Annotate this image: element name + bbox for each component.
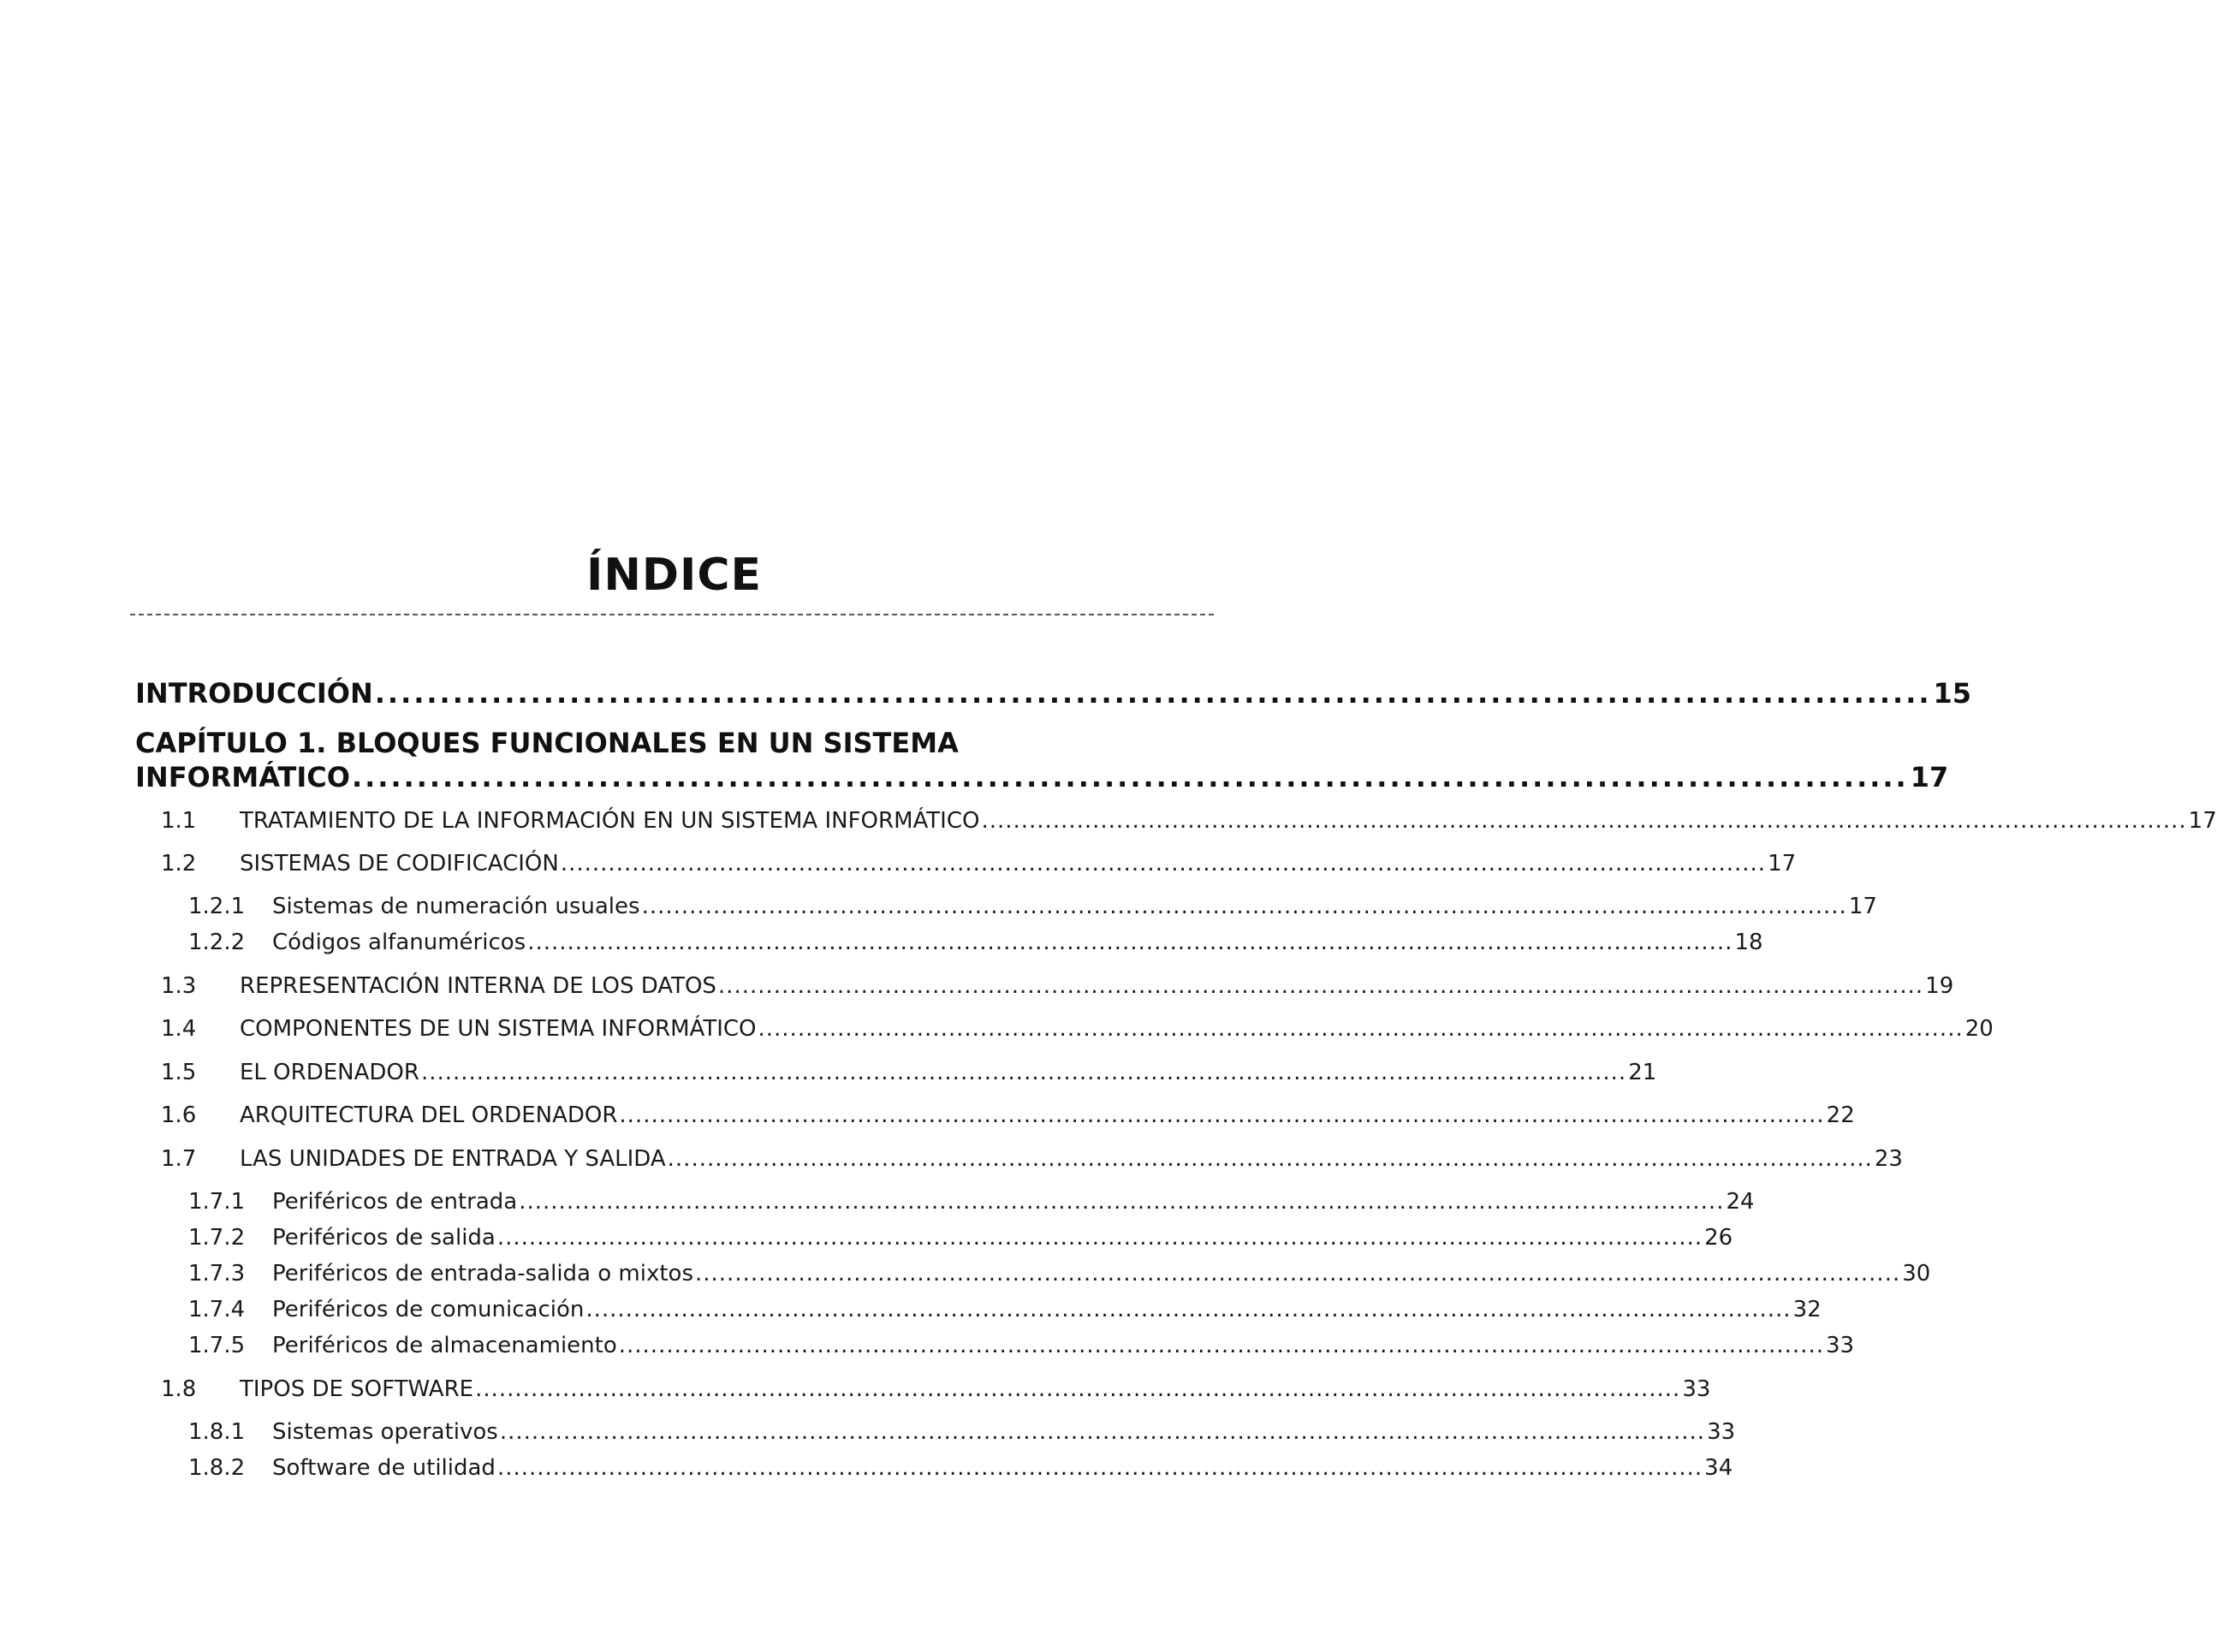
toc-entry-title: Software de utilidad	[272, 1455, 496, 1481]
section-number: 1.3	[161, 973, 197, 999]
toc-entry-title: Periféricos de entrada-salida o mixtos	[272, 1261, 693, 1287]
section-number: 1.8.1	[188, 1419, 246, 1445]
section-number: 1.7.5	[188, 1333, 246, 1358]
dot-leader: ........................................................................................................................................................	[527, 930, 1733, 955]
dot-leader: ........................................................................................................................................................	[475, 1376, 1681, 1402]
toc-page-number: 17	[1910, 761, 1949, 793]
toc-entry-title: Sistemas operativos	[272, 1419, 498, 1445]
toc-entry-title: REPRESENTACIÓN INTERNA DE LOS DATOS	[240, 973, 716, 999]
toc-page-number: 17	[1848, 894, 1877, 919]
section-number: 1.5	[161, 1060, 197, 1085]
toc-entry-title: LAS UNIDADES DE ENTRADA Y SALIDA	[240, 1146, 666, 1172]
toc-entry-1-2-1[interactable]	[135, 892, 1877, 921]
toc-entry-title: TRATAMIENTO DE LA INFORMACIÓN EN UN SISTEMA INFORMÁTICO	[240, 808, 980, 834]
toc-entry-title: INFORMÁTICO	[135, 761, 350, 793]
dot-leader: ........................................................................................................................................................	[496, 1455, 1703, 1481]
dot-leader: ........................................................................................................................................................	[560, 851, 1767, 877]
dot-leader: ........................................................................................................................................................	[641, 894, 1847, 919]
toc-entry-1-7-3[interactable]	[135, 1259, 1931, 1288]
toc-chapter-title-line1[interactable]: CAPÍTULO 1. BLOQUES FUNCIONALES EN UN SISTEMA	[135, 727, 959, 759]
toc-page-number: 34	[1704, 1455, 1733, 1481]
toc-entry-1-7-1[interactable]	[135, 1187, 1755, 1216]
toc-entry-title: Periféricos de salida	[272, 1225, 496, 1251]
toc-entry-1-2-2[interactable]	[135, 928, 1763, 957]
toc-page-number: 30	[1902, 1261, 1931, 1287]
toc-page-number: 26	[1704, 1225, 1733, 1251]
dot-leader: ........................................................................................................................	[374, 677, 1932, 710]
toc-page-number: 22	[1826, 1102, 1855, 1128]
dot-leader: ........................................................................................................................................................	[717, 973, 1924, 999]
toc-entry-title: Sistemas de numeración usuales	[272, 894, 640, 919]
toc-entry-1-4[interactable]	[135, 1014, 1994, 1043]
toc-page-number: 17	[1768, 851, 1797, 877]
section-number: 1.8	[161, 1376, 197, 1402]
title-divider	[130, 614, 1214, 615]
toc-entry-1-1[interactable]	[135, 806, 2217, 835]
toc-page-number: 17	[2188, 808, 2217, 834]
section-number: 1.7.2	[188, 1225, 246, 1251]
section-number: 1.7.3	[188, 1261, 246, 1287]
section-number: 1.6	[161, 1102, 197, 1128]
toc-page-number: 21	[1628, 1060, 1657, 1085]
toc-entry-title: Periféricos de entrada	[272, 1189, 518, 1215]
toc-entry-1-8-2[interactable]	[135, 1453, 1733, 1483]
toc-entry-1-5[interactable]	[135, 1058, 1657, 1087]
toc-entry-1-7-2[interactable]	[135, 1223, 1733, 1252]
dot-leader: ........................................................................................................................................................	[499, 1419, 1706, 1445]
toc-entry-title: Periféricos de comunicación	[272, 1297, 585, 1322]
toc-entry-1-6[interactable]	[135, 1101, 1855, 1130]
toc-entry-capitulo-1[interactable]	[135, 760, 1949, 794]
section-number: 1.7.4	[188, 1297, 246, 1322]
dot-leader: ........................................................................................................................................................	[981, 808, 2187, 834]
toc-entry-1-2[interactable]	[135, 849, 1797, 878]
dot-leader: ........................................................................................................................................................	[667, 1146, 1873, 1172]
toc-page-number: 15	[1933, 677, 1972, 710]
page-title: ÍNDICE	[585, 550, 763, 601]
toc-entry-title: ARQUITECTURA DEL ORDENADOR	[240, 1102, 618, 1128]
toc-entry-title: INTRODUCCIÓN	[135, 677, 373, 710]
toc-entry-title: Códigos alfanuméricos	[272, 930, 526, 955]
toc-entry-1-7-4[interactable]	[135, 1295, 1822, 1324]
toc-page-number: 24	[1726, 1189, 1755, 1215]
dot-leader: ........................................................................................................................................................	[618, 1333, 1824, 1358]
toc-entry-title: Periféricos de almacenamiento	[272, 1333, 617, 1358]
dot-leader: ........................................................................................................................................................	[758, 1016, 1964, 1042]
toc-entry-1-8-1[interactable]	[135, 1417, 1736, 1447]
toc-entry-title: COMPONENTES DE UN SISTEMA INFORMÁTICO	[240, 1016, 757, 1042]
toc-page-number: 18	[1734, 930, 1763, 955]
toc-page-number: 19	[1925, 973, 1954, 999]
toc-entry-title: TIPOS DE SOFTWARE	[240, 1376, 474, 1402]
toc-entry-1-7-5[interactable]	[135, 1331, 1855, 1360]
dot-leader: ........................................................................................................................	[351, 761, 1909, 793]
section-number: 1.7.1	[188, 1189, 246, 1215]
toc-page-number: 20	[1964, 1016, 1994, 1042]
section-number: 1.4	[161, 1016, 197, 1042]
toc-entry-1-3[interactable]	[135, 972, 1954, 1001]
toc-entry-1-8[interactable]	[135, 1375, 1711, 1404]
toc-page-number: 33	[1707, 1419, 1736, 1445]
section-number: 1.7	[161, 1146, 197, 1172]
toc-page-number: 33	[1682, 1376, 1711, 1402]
section-number: 1.2.2	[188, 930, 246, 955]
section-number: 1.2.1	[188, 894, 246, 919]
dot-leader: ........................................................................................................................................................	[519, 1189, 1725, 1215]
dot-leader: ........................................................................................................................................................	[619, 1102, 1825, 1128]
toc-entry-introduccion[interactable]	[135, 676, 1972, 710]
toc-entry-title: EL ORDENADOR	[240, 1060, 419, 1085]
section-number: 1.8.2	[188, 1455, 246, 1481]
section-number: 1.2	[161, 851, 197, 877]
dot-leader: ........................................................................................................................................................	[420, 1060, 1627, 1085]
toc-page-number: 23	[1874, 1146, 1903, 1172]
dot-leader: ........................................................................................................................................................	[695, 1261, 1901, 1287]
toc-page-number: 32	[1792, 1297, 1822, 1322]
section-number: 1.1	[161, 808, 197, 834]
toc-entry-1-7[interactable]	[135, 1144, 1903, 1174]
toc-page-number: 33	[1825, 1333, 1855, 1358]
dot-leader: ........................................................................................................................................................	[496, 1225, 1703, 1251]
dot-leader: ........................................................................................................................................................	[585, 1297, 1792, 1322]
toc-entry-title: SISTEMAS DE CODIFICACIÓN	[240, 851, 559, 877]
